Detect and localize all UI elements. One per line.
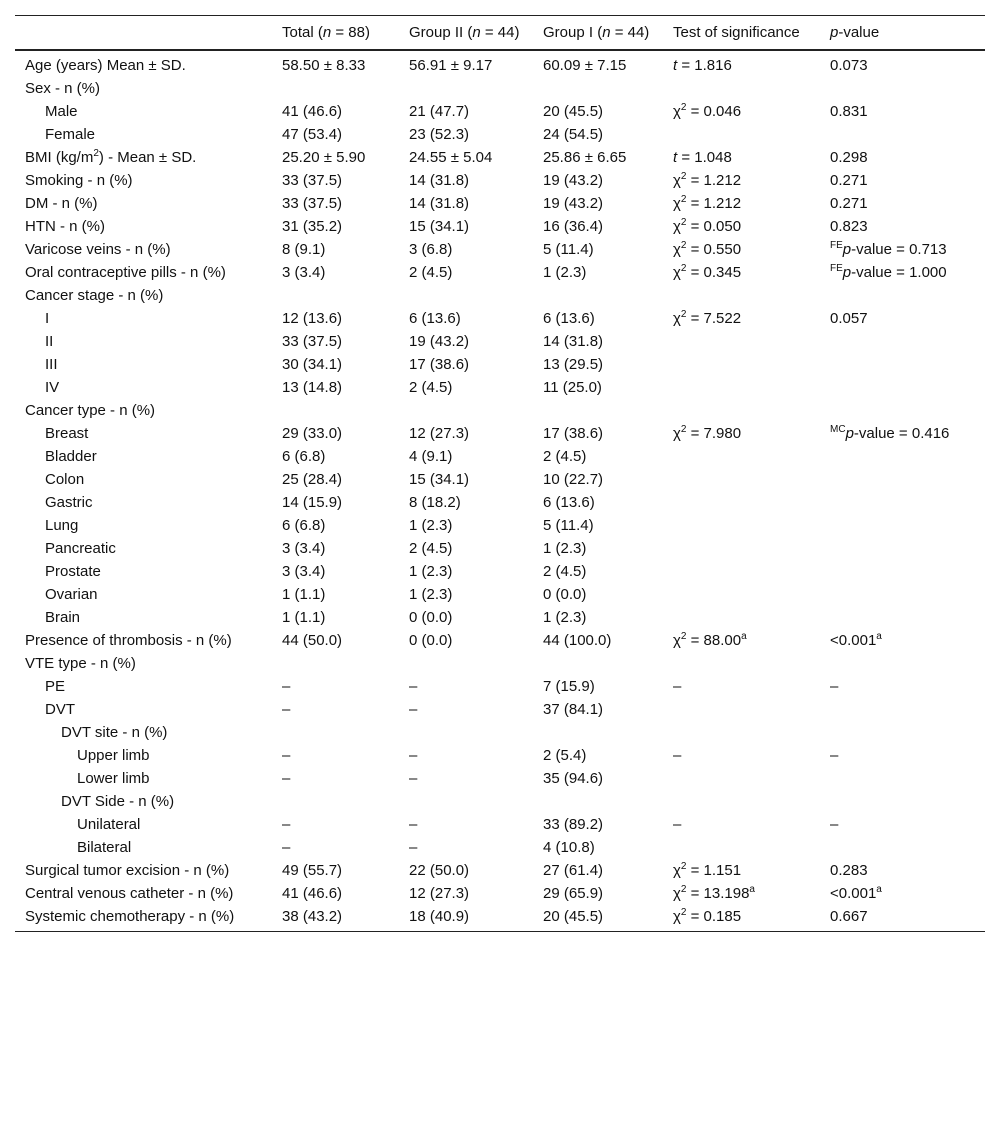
row-label: Cancer stage - n (%) <box>25 287 164 304</box>
cell-group-i: 5 (11.4) <box>543 241 594 258</box>
cell-group-ii: 2 (4.5) <box>409 540 453 557</box>
cell-p-value: – <box>830 747 839 764</box>
cell-p-value: <0.001$^a$ <box>830 631 882 649</box>
cell-group-i: 2 (4.5) <box>543 448 587 465</box>
cell-p-value: $^{MC}$p-value = 0.416 <box>830 424 950 442</box>
cell-group-i <box>533 721 663 744</box>
cell-total: 1 (1.1) <box>282 586 326 603</box>
cell-total: 12 (13.6) <box>282 310 343 327</box>
cell-total: 8 (9.1) <box>282 241 326 258</box>
cell-group-i: 20 (45.5) <box>543 908 604 925</box>
cell-group-i: 19 (43.2) <box>543 172 604 189</box>
cell-group-ii <box>399 399 533 422</box>
cell-total: 3 (3.4) <box>282 540 326 557</box>
cell-test <box>663 514 820 537</box>
table-row <box>15 445 985 468</box>
cell-p-value: – <box>830 816 839 833</box>
row-label: Bladder <box>45 448 97 465</box>
cell-p-value <box>820 606 985 629</box>
cell-test <box>663 836 820 859</box>
cell-p-value: <0.001$^a$ <box>830 884 882 902</box>
cell-group-i: 10 (22.7) <box>543 471 604 488</box>
row-label: Male <box>45 103 78 120</box>
cell-group-ii: 0 (0.0) <box>409 632 453 649</box>
cell-test: – <box>673 747 682 764</box>
row-label: VTE type - n (%) <box>25 655 136 672</box>
cell-total: 30 (34.1) <box>282 356 343 373</box>
cell-p-value: $^{FE}$p-value = 1.000 <box>830 263 947 281</box>
table-row <box>15 307 985 330</box>
cell-group-i: 7 (15.9) <box>543 678 595 695</box>
row-label: DVT <box>45 701 75 718</box>
row-label: Pancreatic <box>45 540 116 557</box>
cell-test: $\chi^2 = 13.198^a$ <box>673 884 755 902</box>
cell-test <box>663 330 820 353</box>
table-row <box>15 399 985 422</box>
table-row <box>15 514 985 537</box>
cell-p-value <box>820 330 985 353</box>
cell-total: 1 (1.1) <box>282 609 326 626</box>
cell-group-i: 37 (84.1) <box>543 701 604 718</box>
cell-p-value <box>820 836 985 859</box>
cell-group-ii: 22 (50.0) <box>409 862 470 879</box>
cell-p-value: 0.298 <box>830 149 868 166</box>
table-row <box>15 905 985 932</box>
table-row <box>15 146 985 169</box>
table-header <box>15 16 985 51</box>
cell-group-ii: 18 (40.9) <box>409 908 470 925</box>
cell-p-value <box>820 721 985 744</box>
cell-group-i: 17 (38.6) <box>543 425 604 442</box>
cell-test <box>663 606 820 629</box>
table-row <box>15 629 985 652</box>
table-row <box>15 215 985 238</box>
table-row <box>15 123 985 146</box>
cell-group-ii: – <box>409 839 418 856</box>
cell-group-i: 1 (2.3) <box>543 264 587 281</box>
cell-test <box>663 537 820 560</box>
cell-p-value <box>820 698 985 721</box>
cell-group-ii: 14 (31.8) <box>409 172 470 189</box>
cell-group-ii: – <box>409 747 418 764</box>
table-row <box>15 537 985 560</box>
cell-p-value: – <box>830 678 839 695</box>
cell-group-ii: 56.91 ± 9.17 <box>409 57 493 74</box>
table-row <box>15 491 985 514</box>
cell-total: 3 (3.4) <box>282 264 326 281</box>
cell-total: 13 (14.8) <box>282 379 343 396</box>
cell-p-value: 0.271 <box>830 195 868 212</box>
row-label: Lower limb <box>77 770 150 787</box>
header-group-ii: Group II (n = 44) <box>409 24 520 41</box>
cell-group-ii: 17 (38.6) <box>409 356 470 373</box>
cell-group-i: 19 (43.2) <box>543 195 604 212</box>
cell-total: 31 (35.2) <box>282 218 343 235</box>
cell-test <box>663 790 820 813</box>
cell-p-value <box>820 790 985 813</box>
table-row <box>15 767 985 790</box>
cell-group-i <box>533 284 663 307</box>
cell-total: 25 (28.4) <box>282 471 343 488</box>
cell-group-ii <box>399 721 533 744</box>
row-label: PE <box>45 678 66 695</box>
header-p-value: p-value <box>830 24 880 41</box>
cell-group-i: 5 (11.4) <box>543 517 594 534</box>
cell-test <box>663 399 820 422</box>
row-label: Cancer type - n (%) <box>25 402 156 419</box>
cell-p-value <box>820 376 985 399</box>
cell-group-ii: 3 (6.8) <box>409 241 453 258</box>
cell-group-ii: 19 (43.2) <box>409 333 470 350</box>
cell-group-i: 2 (4.5) <box>543 563 587 580</box>
cell-p-value: 0.823 <box>830 218 868 235</box>
cell-p-value <box>820 445 985 468</box>
cell-total: 25.20 ± 5.90 <box>282 149 366 166</box>
cell-total: – <box>282 816 291 833</box>
cell-total: – <box>282 678 291 695</box>
cell-group-ii: 6 (13.6) <box>409 310 461 327</box>
cell-group-ii: 2 (4.5) <box>409 379 453 396</box>
cell-group-ii: 0 (0.0) <box>409 609 453 626</box>
cell-group-i: 25.86 ± 6.65 <box>543 149 627 166</box>
row-label: Breast <box>45 425 89 442</box>
cell-test <box>663 698 820 721</box>
cell-total <box>272 77 399 100</box>
table-row <box>15 100 985 123</box>
cell-group-ii: 12 (27.3) <box>409 425 470 442</box>
row-label: DM - n (%) <box>25 195 98 212</box>
cell-test <box>663 652 820 675</box>
cell-group-ii: 24.55 ± 5.04 <box>409 149 493 166</box>
cell-group-ii <box>399 790 533 813</box>
table-row <box>15 169 985 192</box>
table-row <box>15 583 985 606</box>
cell-test <box>663 77 820 100</box>
cell-test: – <box>673 816 682 833</box>
cell-p-value: $^{FE}$p-value = 0.713 <box>830 240 947 258</box>
cell-group-i: 24 (54.5) <box>543 126 604 143</box>
table-row <box>15 238 985 261</box>
table-row <box>15 330 985 353</box>
cell-p-value <box>820 123 985 146</box>
cell-test: $\chi^2 = 7.522$ <box>673 309 742 327</box>
cell-test <box>663 468 820 491</box>
header-variable <box>15 16 272 51</box>
cell-test: t = 1.816 <box>673 57 732 74</box>
cell-group-i: 27 (61.4) <box>543 862 604 879</box>
cell-group-ii: 15 (34.1) <box>409 471 470 488</box>
cell-total: 44 (50.0) <box>282 632 343 649</box>
cell-group-i: 29 (65.9) <box>543 885 604 902</box>
cell-total: 38 (43.2) <box>282 908 343 925</box>
cell-test <box>663 284 820 307</box>
cell-group-i: 2 (5.4) <box>543 747 587 764</box>
cell-group-i: 33 (89.2) <box>543 816 604 833</box>
cell-test: $\chi^2 = 88.00^a$ <box>673 631 747 649</box>
cell-test: $\chi^2 = 0.046$ <box>673 102 742 120</box>
cell-group-ii: – <box>409 701 418 718</box>
cell-p-value <box>820 767 985 790</box>
table-body <box>15 50 985 932</box>
cell-group-i: 60.09 ± 7.15 <box>543 57 627 74</box>
cell-p-value: 0.271 <box>830 172 868 189</box>
cell-total: – <box>282 839 291 856</box>
table-row <box>15 50 985 77</box>
row-label: Colon <box>45 471 85 488</box>
cell-p-value <box>820 583 985 606</box>
cell-total <box>272 790 399 813</box>
cell-test: $\chi^2 = 0.185$ <box>673 907 742 925</box>
cell-test: $\chi^2 = 0.345$ <box>673 263 742 281</box>
table-row <box>15 284 985 307</box>
cell-group-ii: 12 (27.3) <box>409 885 470 902</box>
cell-p-value <box>820 491 985 514</box>
cell-total: 41 (46.6) <box>282 103 343 120</box>
cell-group-i: 35 (94.6) <box>543 770 604 787</box>
cell-group-ii: 2 (4.5) <box>409 264 453 281</box>
cell-group-ii: 23 (52.3) <box>409 126 470 143</box>
row-label: Presence of thrombosis - n (%) <box>25 632 232 649</box>
row-label: Bilateral <box>77 839 132 856</box>
table-row <box>15 882 985 905</box>
row-label: BMI $(kg/m^2)$ - Mean ± SD. <box>25 148 197 166</box>
cell-total <box>272 284 399 307</box>
cell-group-ii: 1 (2.3) <box>409 586 453 603</box>
cell-p-value: 0.283 <box>830 862 868 879</box>
cell-p-value <box>820 353 985 376</box>
cell-total: 6 (6.8) <box>282 448 326 465</box>
cell-test <box>663 491 820 514</box>
cell-p-value <box>820 537 985 560</box>
cell-group-ii <box>399 284 533 307</box>
cell-group-i <box>533 790 663 813</box>
cell-group-i: 1 (2.3) <box>543 609 587 626</box>
row-label: Female <box>45 126 96 143</box>
cell-test <box>663 376 820 399</box>
row-label: Gastric <box>45 494 93 511</box>
cell-total: 6 (6.8) <box>282 517 326 534</box>
row-label: Unilateral <box>77 816 141 833</box>
cell-total: 3 (3.4) <box>282 563 326 580</box>
cell-p-value: 0.831 <box>830 103 868 120</box>
cell-p-value <box>820 468 985 491</box>
cell-p-value: 0.667 <box>830 908 868 925</box>
cell-group-i <box>533 652 663 675</box>
cell-group-i: 20 (45.5) <box>543 103 604 120</box>
cell-group-ii: – <box>409 678 418 695</box>
table-row <box>15 744 985 767</box>
row-label: Brain <box>45 609 81 626</box>
cell-group-ii: 1 (2.3) <box>409 517 453 534</box>
cell-test: $\chi^2 = 1.212$ <box>673 194 742 212</box>
table-row <box>15 376 985 399</box>
cell-group-i: 14 (31.8) <box>543 333 604 350</box>
table-row <box>15 790 985 813</box>
row-label: Lung <box>45 517 79 534</box>
header-test: Test of significance <box>673 24 800 41</box>
table-row <box>15 813 985 836</box>
cell-group-i: 1 (2.3) <box>543 540 587 557</box>
row-label: I <box>45 310 50 327</box>
cell-group-i <box>533 77 663 100</box>
row-label: Sex - n (%) <box>25 80 101 97</box>
cell-test: $\chi^2 = 7.980$ <box>673 424 742 442</box>
cell-total: 33 (37.5) <box>282 172 343 189</box>
table-row <box>15 859 985 882</box>
cell-test: – <box>673 678 682 695</box>
cell-group-i: 11 (25.0) <box>543 379 602 396</box>
row-label: Varicose veins - n (%) <box>25 241 171 258</box>
header-row <box>15 16 985 51</box>
cell-total: 47 (53.4) <box>282 126 343 143</box>
cell-group-ii: 8 (18.2) <box>409 494 461 511</box>
cell-total: 33 (37.5) <box>282 333 343 350</box>
cell-test: $\chi^2 = 1.151$ <box>673 861 742 879</box>
row-label: III <box>45 356 58 373</box>
table-row <box>15 560 985 583</box>
cell-total: 14 (15.9) <box>282 494 343 511</box>
cell-p-value <box>820 652 985 675</box>
cell-group-ii <box>399 77 533 100</box>
cell-group-i: 16 (36.4) <box>543 218 604 235</box>
cell-group-ii: – <box>409 816 418 833</box>
cell-total: 41 (46.6) <box>282 885 343 902</box>
cell-total <box>272 652 399 675</box>
cell-group-ii: 15 (34.1) <box>409 218 470 235</box>
cell-group-ii: 21 (47.7) <box>409 103 470 120</box>
row-label: Central venous catheter - n (%) <box>25 885 234 902</box>
cell-group-ii: 4 (9.1) <box>409 448 453 465</box>
cell-group-i: 6 (13.6) <box>543 310 595 327</box>
cell-p-value: 0.073 <box>830 57 868 74</box>
table-row <box>15 606 985 629</box>
row-label: II <box>45 333 54 350</box>
row-label: Ovarian <box>45 586 98 603</box>
cell-group-i: 6 (13.6) <box>543 494 595 511</box>
table-row <box>15 77 985 100</box>
table-row <box>15 468 985 491</box>
row-label: Systemic chemotherapy - n (%) <box>25 908 235 925</box>
header-total: Total (n = 88) <box>282 24 370 41</box>
cell-total <box>272 399 399 422</box>
cell-group-i: 0 (0.0) <box>543 586 587 603</box>
cell-group-ii: 14 (31.8) <box>409 195 470 212</box>
cell-total: 49 (55.7) <box>282 862 343 879</box>
cell-total: 29 (33.0) <box>282 425 343 442</box>
table-row <box>15 698 985 721</box>
table-row <box>15 652 985 675</box>
cell-group-ii: – <box>409 770 418 787</box>
cell-test: $\chi^2 = 1.212$ <box>673 171 742 189</box>
cell-group-ii: 1 (2.3) <box>409 563 453 580</box>
table-row <box>15 836 985 859</box>
cell-group-i: 13 (29.5) <box>543 356 604 373</box>
row-label: DVT Side - n (%) <box>61 793 175 810</box>
cell-test <box>663 560 820 583</box>
baseline-characteristics-table <box>15 15 985 932</box>
cell-group-i <box>533 399 663 422</box>
cell-p-value <box>820 514 985 537</box>
cell-test: $\chi^2 = 0.550$ <box>673 240 742 258</box>
row-label: Age (years) Mean ± SD. <box>25 57 186 74</box>
cell-test: $\chi^2 = 0.050$ <box>673 217 742 235</box>
table-row <box>15 261 985 284</box>
table-row <box>15 192 985 215</box>
cell-test: t = 1.048 <box>673 149 732 166</box>
cell-p-value <box>820 284 985 307</box>
table-row <box>15 353 985 376</box>
cell-group-ii <box>399 652 533 675</box>
cell-total: – <box>282 770 291 787</box>
cell-total <box>272 721 399 744</box>
cell-test <box>663 123 820 146</box>
table-row <box>15 675 985 698</box>
cell-p-value <box>820 560 985 583</box>
cell-total: 58.50 ± 8.33 <box>282 57 366 74</box>
row-label: Smoking - n (%) <box>25 172 133 189</box>
cell-total: – <box>282 747 291 764</box>
cell-test <box>663 445 820 468</box>
row-label: Upper limb <box>77 747 150 764</box>
row-label: Surgical tumor excision - n (%) <box>25 862 230 879</box>
header-group-i: Group I (n = 44) <box>543 24 650 41</box>
cell-group-i: 4 (10.8) <box>543 839 595 856</box>
row-label: DVT site - n (%) <box>61 724 168 741</box>
cell-p-value: 0.057 <box>830 310 868 327</box>
cell-total: – <box>282 701 291 718</box>
table-row <box>15 721 985 744</box>
cell-group-i: 44 (100.0) <box>543 632 612 649</box>
table-row <box>15 422 985 445</box>
row-label: Oral contraceptive pills - n (%) <box>25 264 226 281</box>
row-label: IV <box>45 379 60 396</box>
cell-test <box>663 721 820 744</box>
row-label: HTN - n (%) <box>25 218 105 235</box>
cell-test <box>663 583 820 606</box>
cell-test <box>663 767 820 790</box>
cell-p-value <box>820 77 985 100</box>
cell-p-value <box>820 399 985 422</box>
cell-total: 33 (37.5) <box>282 195 343 212</box>
cell-test <box>663 353 820 376</box>
row-label: Prostate <box>45 563 101 580</box>
